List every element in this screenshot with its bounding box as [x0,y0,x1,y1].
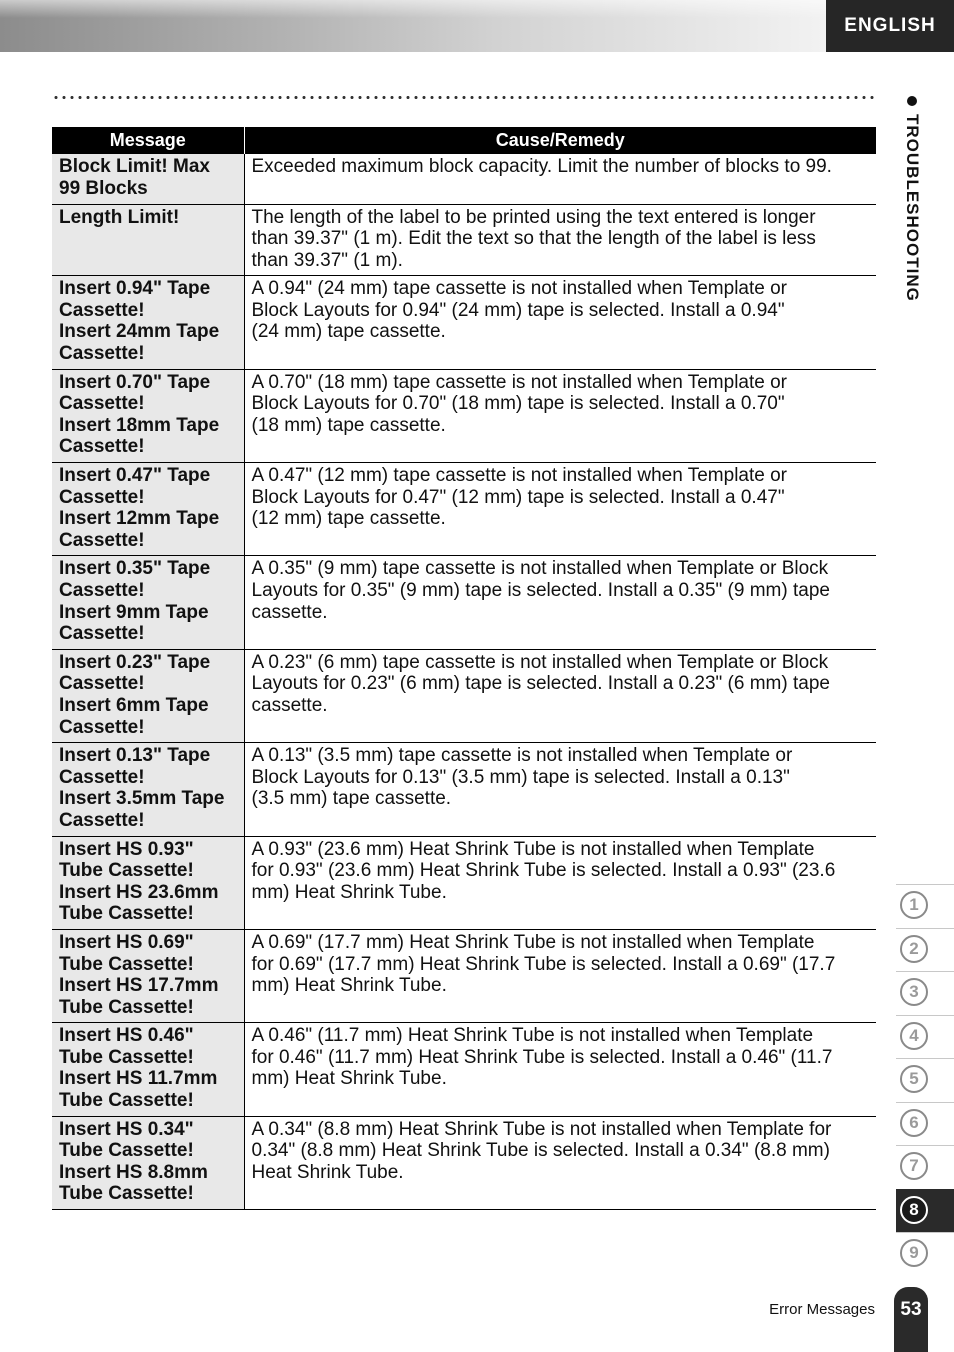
language-label: ENGLISH [826,0,954,52]
error-messages-table [52,127,876,1210]
cause-line: Block Layouts for 0.13" (3.5 mm) tape is selected. Install a 0.13" [251,766,790,788]
cause-line: A 0.35" (9 mm) tape cassette is not installed when Template or Block [251,558,829,580]
cause-line: mm) Heat Shrink Tube. [251,1068,447,1090]
chapter-number: 2 [900,935,928,963]
table-row [52,743,876,836]
chapter-number: 6 [900,1109,928,1137]
cause-line: (12 mm) tape cassette. [251,508,446,530]
chapter-number: 1 [900,891,928,919]
cause-line: A 0.70" (18 mm) tape cassette is not installed when Template or [251,371,788,393]
message-line: Cassette! [59,486,145,508]
message-line: Cassette! [59,766,145,788]
cause-line: for 0.69" (17.7 mm) Heat Shrink Tube is selected. Install a 0.69" (17.7 [251,953,836,975]
cause-remedy-cell [244,649,876,742]
header-cause-remedy: Cause/Remedy [244,127,876,154]
cause-line: cassette. [251,601,328,623]
message-line: Cassette! [59,343,145,365]
message-cell [52,276,244,369]
cause-remedy-cell [244,929,876,1022]
message-line: Insert 0.70" Tape [59,371,211,393]
cause-line: A 0.47" (12 mm) tape cassette is not installed when Template or [251,465,788,487]
message-line: Insert HS 17.7mm [59,975,219,997]
message-line: Insert HS 23.6mm [59,881,219,903]
message-line: Cassette! [59,436,145,458]
cause-line: (3.5 mm) tape cassette. [251,788,452,810]
chapter-tab-9[interactable] [896,1232,954,1276]
chapter-tabs [896,884,954,1276]
message-line: Cassette! [59,529,145,551]
cause-line: Heat Shrink Tube. [251,1161,404,1183]
section-side-title [900,96,924,302]
cause-line: A 0.34" (8.8 mm) Heat Shrink Tube is not installed when Template for [251,1118,832,1140]
message-line: Insert HS 8.8mm [59,1161,208,1183]
cause-remedy-cell [244,1023,876,1116]
cause-remedy-cell [244,154,876,204]
message-cell [52,743,244,836]
cause-line: Block Layouts for 0.70" (18 mm) tape is selected. Install a 0.70" [251,393,785,415]
cause-line: The length of the label to be printed using the text entered is longer [251,206,816,228]
cause-line: Block Layouts for 0.94" (24 mm) tape is selected. Install a 0.94" [251,299,785,321]
message-line: Cassette! [59,623,145,645]
message-line: Insert 9mm Tape [59,601,209,623]
header-bar [0,0,826,52]
message-line: Tube Cassette! [59,1183,194,1205]
message-line: Cassette! [59,393,145,415]
message-line: Tube Cassette! [59,953,194,975]
cause-line: for 0.46" (11.7 mm) Heat Shrink Tube is selected. Install a 0.46" (11.7 [251,1046,833,1068]
message-line: Tube Cassette! [59,1090,194,1112]
message-cell [52,836,244,929]
cause-remedy-cell [244,369,876,462]
message-line: Tube Cassette! [59,1046,194,1068]
message-cell [52,929,244,1022]
cause-line: (24 mm) tape cassette. [251,321,446,343]
cause-line: A 0.46" (11.7 mm) Heat Shrink Tube is not installed when Template [251,1025,814,1047]
chapter-tab-5[interactable] [896,1058,954,1102]
chapter-number: 8 [900,1196,928,1224]
table-row [52,1023,876,1116]
table-row [52,556,876,649]
table-row [52,463,876,556]
cause-line: 0.34" (8.8 mm) Heat Shrink Tube is selected. Install a 0.34" (8.8 mm) [251,1140,830,1162]
table-row [52,1116,876,1209]
message-line: Cassette! [59,299,145,321]
message-line: Tube Cassette! [59,996,194,1018]
chapter-tab-8[interactable] [896,1189,954,1233]
message-line: Insert 18mm Tape [59,414,220,436]
header-message: Message [52,127,244,154]
chapter-tab-7[interactable] [896,1145,954,1189]
cause-line: Block Layouts for 0.47" (12 mm) tape is selected. Install a 0.47" [251,486,785,508]
table-row [52,154,876,204]
cause-line: (18 mm) tape cassette. [251,414,446,436]
footer-section-label: Error Messages [769,1301,875,1318]
message-line: Insert 6mm Tape [59,694,209,716]
table-row [52,204,876,276]
cause-line: A 0.69" (17.7 mm) Heat Shrink Tube is not installed when Template [251,931,815,953]
message-cell [52,369,244,462]
message-line: Insert HS 0.34" [59,1118,194,1140]
message-line: Insert 12mm Tape [59,508,220,530]
cause-remedy-cell [244,276,876,369]
cause-line: Layouts for 0.23" (6 mm) tape is selected. Install a 0.23" (6 mm) tape [251,673,830,695]
cause-remedy-cell [244,556,876,649]
page-number: 53 [894,1287,928,1352]
dotted-divider [52,95,876,100]
cause-line: A 0.94" (24 mm) tape cassette is not installed when Template or [251,278,788,300]
cause-line: than 39.37" (1 m). [251,249,403,271]
cause-remedy-cell [244,1116,876,1209]
chapter-tab-2[interactable] [896,928,954,972]
cause-remedy-cell [244,463,876,556]
cause-line: for 0.93" (23.6 mm) Heat Shrink Tube is selected. Install a 0.93" (23.6 [251,860,836,882]
message-cell [52,463,244,556]
message-cell [52,649,244,742]
cause-remedy-cell [244,743,876,836]
chapter-tab-3[interactable] [896,971,954,1015]
message-line: Insert 0.47" Tape [59,465,211,487]
message-line: Cassette! [59,716,145,738]
cause-line: A 0.13" (3.5 mm) tape cassette is not installed when Template or [251,745,793,767]
cause-line: A 0.93" (23.6 mm) Heat Shrink Tube is not installed when Template [251,838,815,860]
message-cell [52,204,244,276]
message-line: Insert 0.23" Tape [59,651,211,673]
table-row [52,276,876,369]
message-cell [52,1023,244,1116]
chapter-tab-6[interactable] [896,1102,954,1146]
cause-remedy-cell [244,204,876,276]
message-line: Tube Cassette! [59,1140,194,1162]
message-line: Block Limit! Max [59,156,210,177]
cause-remedy-cell [244,836,876,929]
bullet-icon [907,96,917,106]
message-line: Insert HS 11.7mm [59,1068,218,1090]
message-line: Insert HS 0.69" [59,931,194,953]
cause-line: mm) Heat Shrink Tube. [251,881,447,903]
cause-line: mm) Heat Shrink Tube. [251,975,447,997]
cause-line: Layouts for 0.35" (9 mm) tape is selected. Install a 0.35" (9 mm) tape [251,580,830,601]
message-line: 99 Blocks [59,177,148,199]
chapter-number: 5 [900,1065,928,1093]
message-line: Tube Cassette! [59,860,194,882]
message-cell [52,154,244,204]
section-title: TROUBLESHOOTING [903,114,922,302]
message-line: Length Limit! [59,206,180,228]
cause-line: A 0.23" (6 mm) tape cassette is not installed when Template or Block [251,651,829,673]
message-line: Tube Cassette! [59,903,194,925]
message-line: Insert HS 0.46" [59,1025,194,1047]
table-header-row [52,127,876,154]
message-line: Cassette! [59,580,145,601]
message-line: Insert 0.13" Tape [59,745,211,767]
table-row [52,369,876,462]
message-cell [52,556,244,649]
message-line: Insert 3.5mm Tape [59,788,225,810]
message-cell [52,1116,244,1209]
message-line: Cassette! [59,809,145,831]
chapter-tab-4[interactable] [896,1015,954,1059]
message-line: Insert 0.94" Tape [59,278,211,300]
chapter-number: 3 [900,978,928,1006]
table-row [52,649,876,742]
message-line: Insert HS 0.93" [59,838,194,860]
chapter-number: 4 [900,1022,928,1050]
cause-line: than 39.37" (1 m). Edit the text so that the length of the label is less [251,228,816,250]
message-line: Cassette! [59,673,145,695]
cause-line: Exceeded maximum block capacity. Limit the number of blocks to 99. [251,156,832,177]
chapter-number: 9 [900,1239,928,1267]
chapter-tab-1[interactable] [896,884,954,928]
table-row [52,929,876,1022]
table-row [52,836,876,929]
message-line: Insert 0.35" Tape [59,558,211,580]
message-line: Insert 24mm Tape [59,321,220,343]
cause-line: cassette. [251,694,328,716]
chapter-number: 7 [900,1152,928,1180]
